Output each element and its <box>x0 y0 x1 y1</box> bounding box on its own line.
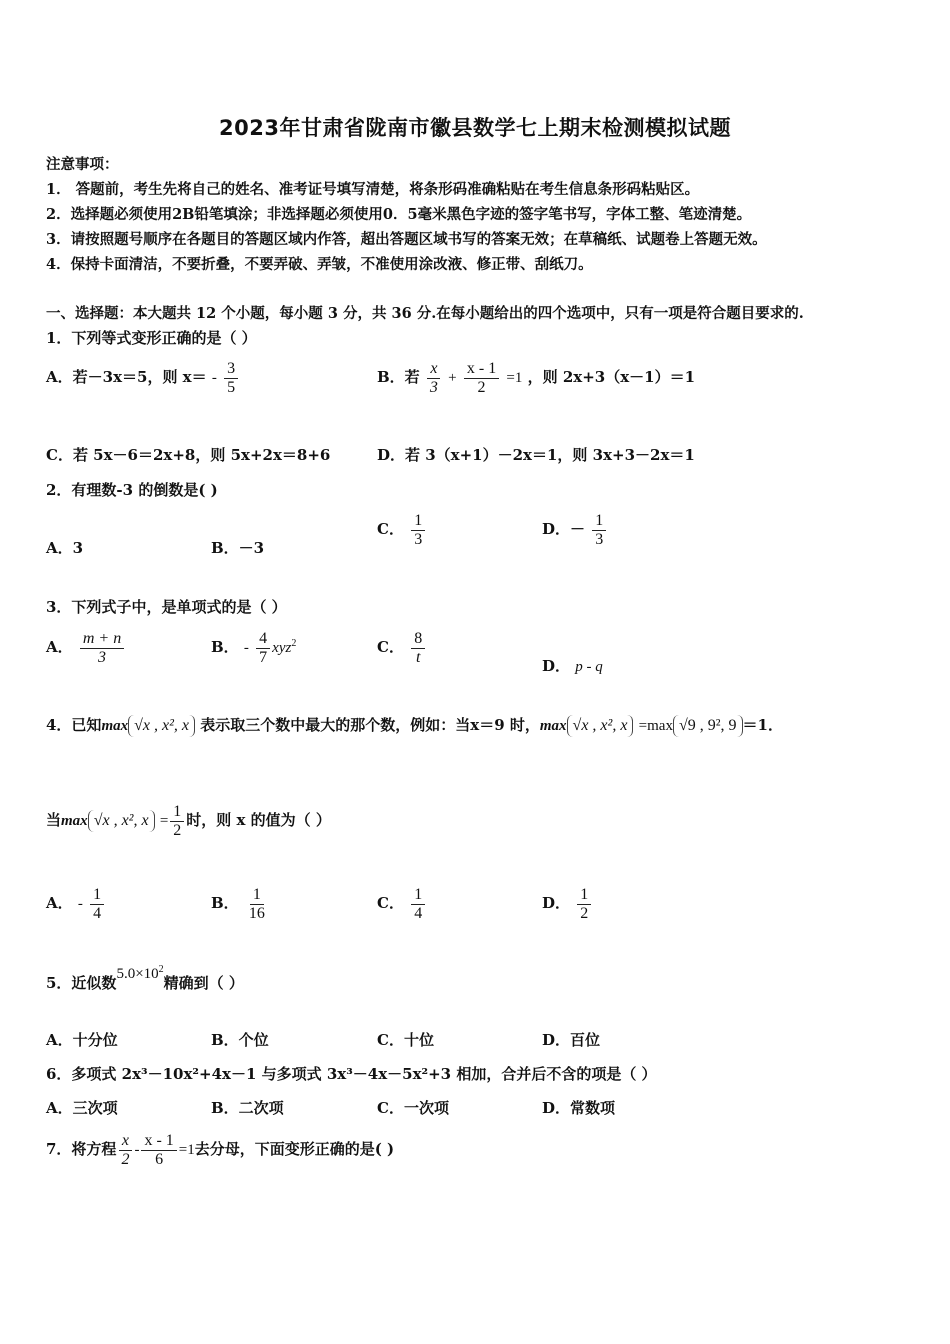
q4-max: max <box>101 718 129 734</box>
q2-option-d[interactable] <box>542 512 608 548</box>
q3-a-label: A． <box>46 638 73 657</box>
q1-option-d[interactable]: D．若 3（x+1）－2x＝1，则 3x+3－2x＝1 <box>377 446 695 464</box>
q6-option-d[interactable]: D．常数项 <box>542 1099 616 1117</box>
q4-a-fraction: $\frac{1}{4}$ <box>90 886 104 922</box>
q3-b-fraction: $\frac{4}{7}$ <box>256 630 270 666</box>
q1-a-fraction: $\frac{3}{5}$ <box>224 360 238 396</box>
q5-option-a[interactable]: A．十分位 <box>46 1031 118 1049</box>
q5-stem-post: 精确到（ ） <box>163 974 244 992</box>
q3-b-sign: - <box>243 640 249 657</box>
q4-line2-set: √x , x², x <box>88 810 155 832</box>
q3-d-label: D． <box>542 657 571 675</box>
q5-val: 5.0×10 <box>116 966 159 982</box>
q4-d-fraction: $\frac{1}{2}$ <box>577 886 591 922</box>
q4-d-label: D． <box>542 894 571 913</box>
q6-option-b[interactable]: B．二次项 <box>211 1099 284 1117</box>
q1-a-text: A．若－3x＝5，则 x＝ <box>46 368 207 387</box>
q7-fraction-2: $\frac{x - 1}{6}$ <box>141 1132 176 1168</box>
q1-a-sign: - <box>211 370 217 387</box>
q3-option-a[interactable] <box>46 630 126 666</box>
q7-minus: - <box>134 1142 140 1159</box>
q4-xeq: x＝9 时， <box>470 716 540 734</box>
q4-line2-eq: = <box>159 813 169 830</box>
q3-d-expr: p - q <box>575 659 603 675</box>
q2-d-fraction: $\frac{1}{3}$ <box>592 512 606 548</box>
q1-b-eq: =1 <box>506 370 523 387</box>
q4-c-fraction: $\frac{1}{4}$ <box>411 886 425 922</box>
q5-stem-pre: 5．近似数 <box>46 974 117 992</box>
q4-option-b[interactable] <box>211 886 270 922</box>
q1-b-text: B．若 <box>377 368 420 387</box>
q4-set: √x , x², x <box>128 715 195 737</box>
q3-option-d[interactable] <box>542 655 603 676</box>
q1-option-a[interactable] <box>46 360 240 396</box>
q1-b-post: ，则 2x+3（x－1）＝1 <box>527 368 696 387</box>
q7-stem-pre: 7．将方程 <box>46 1140 117 1159</box>
q4-option-d[interactable] <box>542 886 593 922</box>
q4-eg-word: =max <box>638 718 673 734</box>
q4-line2-fraction: $\frac{1}{2}$ <box>170 803 184 839</box>
section-heading: 一、选择题：本大题共 12 个小题，每小题 3 分，共 36 分.在每小题给出的四个选项中，只有一项是符合题目要求的. <box>46 305 804 322</box>
question-1-stem: 1．下列等式变形正确的是（ ） <box>46 329 257 347</box>
question-7-stem <box>46 1132 394 1168</box>
q4-line2-max: max <box>61 813 88 830</box>
q3-option-b[interactable] <box>211 630 296 666</box>
question-3-stem: 3．下列式子中，是单项式的是（ ） <box>46 598 287 616</box>
q4-line2-post: 时，则 x 的值为（ ） <box>186 811 331 830</box>
q4-stem-mid: 表示取三个数中最大的那个数，例如：当 <box>200 716 471 734</box>
q4-eg-max: max <box>539 718 567 734</box>
q4-a-sign: - <box>77 896 83 913</box>
q5-exp: 2 <box>158 964 164 975</box>
q2-option-b[interactable]: B．－3 <box>211 539 265 557</box>
notice-item: 1． 答题前，考生先将自己的姓名、准考证号填写清楚，将条形码准确粘贴在考生信息条形码粘贴区。 <box>46 181 700 198</box>
q5-option-d[interactable]: D．百位 <box>542 1031 601 1049</box>
question-4-stem <box>46 714 783 737</box>
q4-c-label: C． <box>377 894 404 913</box>
q7-eq: =1 <box>178 1142 195 1159</box>
q3-b-var: xyz <box>272 640 292 657</box>
q4-eg-set-x: √x , x², x <box>567 715 634 737</box>
q3-b-exp: 2 <box>291 638 297 650</box>
q3-b-label: B． <box>211 638 239 657</box>
q1-option-c[interactable]: C．若 5x－6＝2x+8，则 5x+2x＝8+6 <box>46 446 331 464</box>
q2-c-label: C． <box>377 520 404 539</box>
q5-value <box>116 966 163 982</box>
q4-option-a[interactable] <box>46 886 106 922</box>
notice-heading: 注意事项： <box>46 156 119 173</box>
q3-a-fraction: $\frac{m + n}{3}$ <box>80 630 124 666</box>
q4-b-label: B． <box>211 894 239 913</box>
notice-item: 2．选择题必须使用2B铅笔填涂；非选择题必须使用0．5毫米黑色字迹的签字笔书写，字体工整、笔迹清楚。 <box>46 206 752 223</box>
q2-c-fraction: $\frac{1}{3}$ <box>411 512 425 548</box>
question-5-stem <box>46 964 244 993</box>
q4-eg-set: √9 , 9², 9 <box>673 715 743 737</box>
q1-b-plus: + <box>448 370 457 387</box>
q1-option-b[interactable] <box>377 360 695 396</box>
notice-item: 4．保持卡面清洁，不要折叠，不要弄破、弄皱，不准使用涂改液、修正带、刮纸刀。 <box>46 256 593 273</box>
q1-b-fraction-2: $\frac{x - 1}{2}$ <box>464 360 499 396</box>
q3-c-fraction: $\frac{8}{t}$ <box>411 630 425 666</box>
question-2-stem: 2．有理数-3 的倒数是( ) <box>46 481 218 499</box>
q4-eg-result: ＝1． <box>742 716 783 734</box>
q1-b-fraction-1: $\frac{x}{3}$ <box>427 360 441 396</box>
q2-option-c[interactable] <box>377 512 427 548</box>
q2-d-label: D．－ <box>542 520 586 539</box>
q6-option-c[interactable]: C．一次项 <box>377 1099 449 1117</box>
q2-option-a[interactable]: A．3 <box>46 539 84 557</box>
q4-line2-pre: 当 <box>46 811 62 830</box>
question-4-line2 <box>46 803 331 839</box>
question-6-stem: 6．多项式 2x³－10x²+4x－1 与多项式 3x³－4x－5x²+3 相加，合并后不含的项是（ ） <box>46 1065 657 1083</box>
q6-option-a[interactable]: A．三次项 <box>46 1099 118 1117</box>
q4-b-fraction: $\frac{1}{16}$ <box>248 886 265 922</box>
q4-option-c[interactable] <box>377 886 427 922</box>
q5-option-b[interactable]: B．个位 <box>211 1031 269 1049</box>
notice-item: 3．请按照题号顺序在各题目的答题区域内作答，超出答题区域书写的答案无效；在草稿纸、试题卷上答题无效。 <box>46 231 767 248</box>
q3-c-label: C． <box>377 638 404 657</box>
q5-option-c[interactable]: C．十位 <box>377 1031 434 1049</box>
q4-stem-pre: 4．已知 <box>46 716 102 734</box>
q3-option-c[interactable] <box>377 630 427 666</box>
q7-stem-post: 去分母，下面变形正确的是( ) <box>194 1140 395 1159</box>
page-title: 2023年甘肃省陇南市徽县数学七上期末检测模拟试题 <box>219 116 731 140</box>
q7-fraction-1: $\frac{x}{2}$ <box>118 1132 132 1168</box>
q4-a-label: A． <box>46 894 73 913</box>
